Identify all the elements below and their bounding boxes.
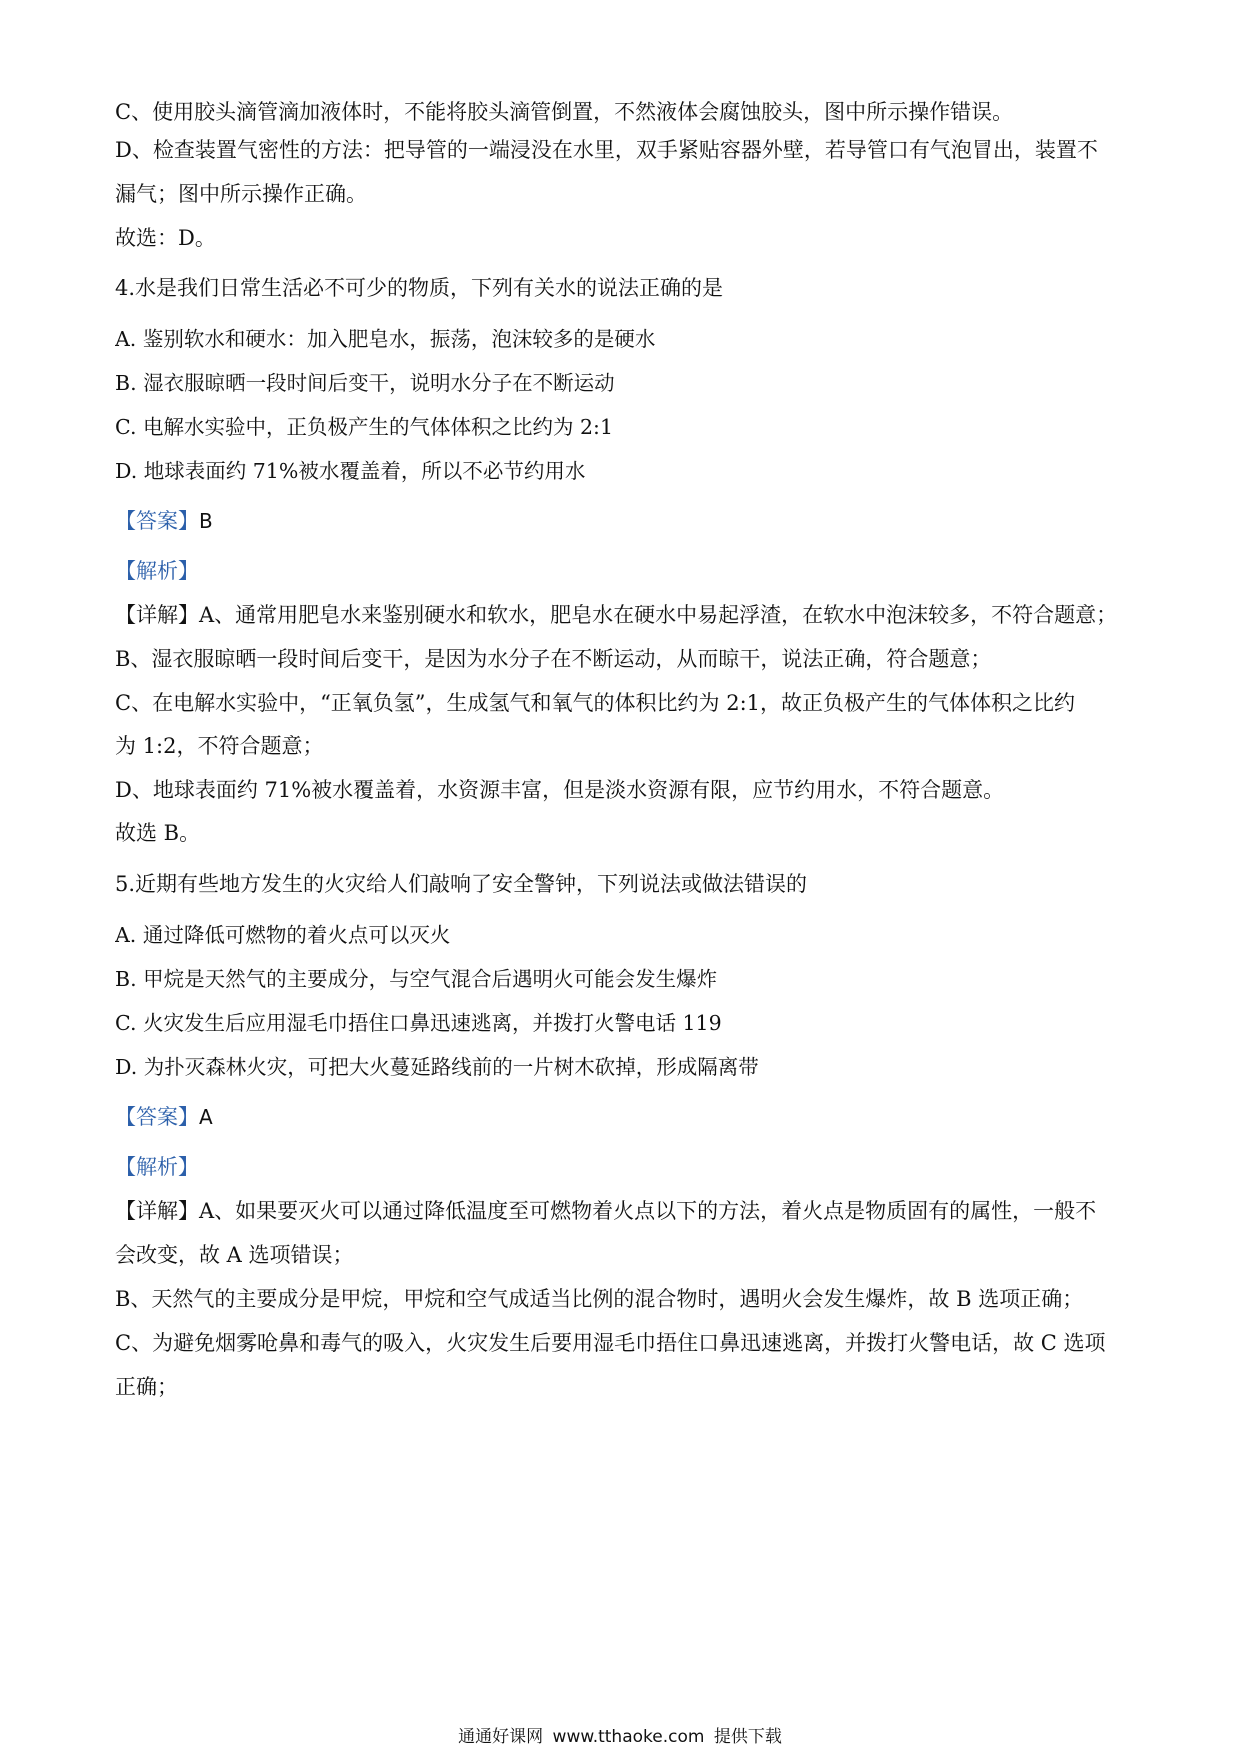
- answer-value: B: [199, 509, 213, 533]
- footer-note: 提供下载: [713, 1727, 782, 1747]
- page-footer: [0, 1722, 1240, 1747]
- text-line: D、检查装置气密性的方法：把导管的一端浸没在水里，双手紧贴容器外壁，若导管口有气泡冒出，装置不: [115, 138, 1098, 162]
- text-line: B、湿衣服晾晒一段时间后变干，是因为水分子在不断运动，从而晾干，说法正确，符合题意；: [115, 647, 992, 671]
- q5-option-c: C. 火灾发生后应用湿毛巾捂住口鼻迅速逃离，并拨打火警电话 119: [115, 1011, 722, 1035]
- q4-option-b: B. 湿衣服晾晒一段时间后变干，说明水分子在不断运动: [115, 371, 615, 395]
- text-line: C、在电解水实验中，“正氧负氢”，生成氢气和氧气的体积比约为 2:1，故正负极产生的气体体积之比约: [115, 691, 1076, 715]
- question-4-stem: 4.水是我们日常生活必不可少的物质，下列有关水的说法正确的是: [115, 276, 724, 300]
- analysis-label: 【解析】: [115, 1155, 199, 1179]
- q4-option-d: D. 地球表面约 71%被水覆盖着，所以不必节约用水: [115, 459, 586, 483]
- text-line: 故选：D。: [115, 226, 216, 250]
- answer-label: 【答案】: [115, 509, 199, 533]
- footer-url[interactable]: www.tthaoke.com: [552, 1727, 705, 1747]
- text-line: 【详解】A、如果要灭火可以通过降低温度至可燃物着火点以下的方法，着火点是物质固有的属性，一般不: [115, 1199, 1097, 1223]
- q5-analysis-label: [115, 1152, 1135, 1182]
- q5-option-b: B. 甲烷是天然气的主要成分，与空气混合后遇明火可能会发生爆炸: [115, 967, 718, 991]
- analysis-label: 【解析】: [115, 559, 199, 583]
- text-line: 为 1:2，不符合题意；: [115, 734, 324, 758]
- q4-option-c: C. 电解水实验中，正负极产生的气体体积之比约为 2:1: [115, 415, 613, 439]
- text-line: 【详解】A、通常用肥皂水来鉴别硬水和软水，肥皂水在硬水中易起浮渣，在软水中泡沫较多，不符合题意；: [115, 603, 1118, 627]
- q4-analysis-label: [115, 556, 1135, 586]
- footer-site-name: 通通好课网: [458, 1727, 544, 1747]
- answer-value: A: [199, 1105, 213, 1129]
- question-5-stem: 5.近期有些地方发生的火灾给人们敲响了安全警钟，下列说法或做法错误的: [115, 872, 808, 896]
- answer-label: 【答案】: [115, 1105, 199, 1129]
- text-line: 漏气；图中所示操作正确。: [115, 182, 367, 206]
- text-line: D、地球表面约 71%被水覆盖着，水资源丰富，但是淡水资源有限，应节约用水，不符合题意。: [115, 778, 1005, 802]
- text-line: 故选 B。: [115, 821, 201, 845]
- text-line: B、天然气的主要成分是甲烷，甲烷和空气成适当比例的混合物时，遇明火会发生爆炸，故 B 选项正确；: [115, 1287, 1084, 1311]
- q4-option-a: A. 鉴别软水和硬水：加入肥皂水，振荡，泡沫较多的是硬水: [115, 327, 656, 351]
- text-line: C、使用胶头滴管滴加液体时，不能将胶头滴管倒置，不然液体会腐蚀胶头，图中所示操作错误。: [115, 100, 1014, 124]
- text-line: 正确；: [115, 1375, 178, 1399]
- text-line: C、为避免烟雾呛鼻和毒气的吸入，火灾发生后要用湿毛巾捂住口鼻迅速逃离，并拨打火警电话，故 C 选项: [115, 1331, 1106, 1355]
- text-line: 会改变，故 A 选项错误；: [115, 1243, 354, 1267]
- q5-option-a: A. 通过降低可燃物的着火点可以灭火: [115, 923, 451, 947]
- q5-answer: [115, 1102, 1135, 1132]
- q5-option-d: D. 为扑灭森林火灾，可把大火蔓延路线前的一片树木砍掉，形成隔离带: [115, 1055, 759, 1079]
- q4-answer: [115, 506, 1135, 536]
